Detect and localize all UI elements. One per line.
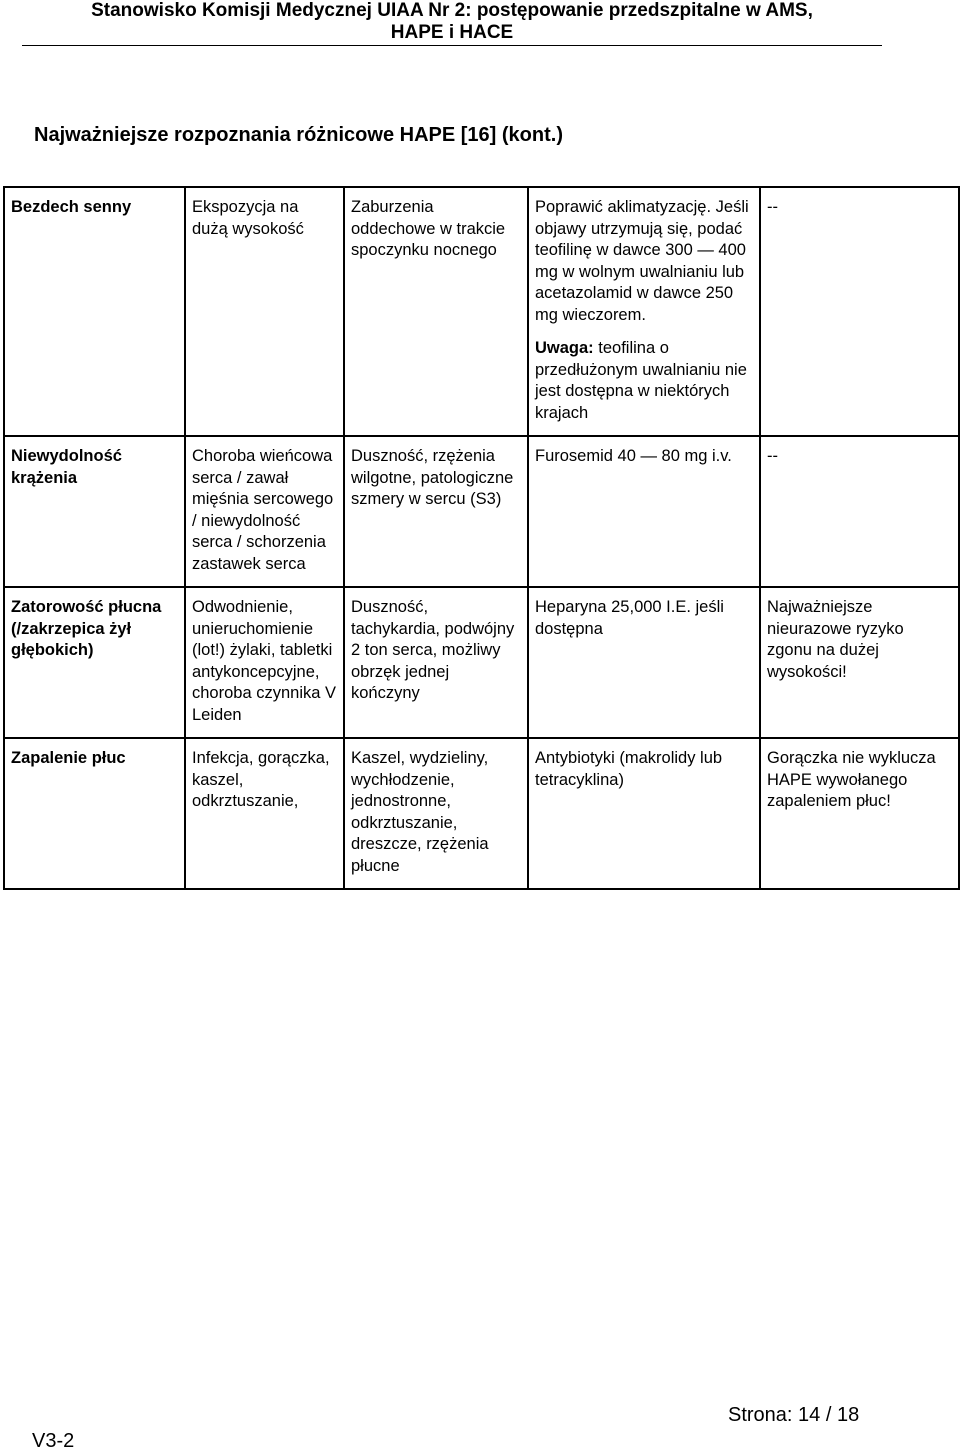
remarks-cell: Najważniejsze nieurazowe ryzyko zgonu na dużej wysokości!: [760, 587, 959, 738]
condition-cell: Zatorowość płucna (/zakrzepica żył głębokich): [4, 587, 185, 738]
header-title-line-2: HAPE i HACE: [390, 22, 514, 43]
symptoms-cell: Duszność, tachykardia, podwójny 2 ton serca, możliwy obrzęk jednej kończyny: [344, 587, 528, 738]
treatment-cell: Antybiotyki (makrolidy lub tetracyklina): [528, 738, 760, 889]
table-row: [4, 436, 959, 587]
remarks-cell: --: [760, 187, 959, 436]
table-row: [4, 587, 959, 738]
cause-cell: Ekspozycja na dużą wysokość: [185, 187, 344, 436]
differential-diagnosis-table: [3, 186, 960, 890]
symptoms-cell: Duszność, rzężenia wilgotne, patologiczne szmery w sercu (S3): [344, 436, 528, 587]
remarks-cell: --: [760, 436, 959, 587]
symptoms-cell: Kaszel, wydzieliny, wychłodzenie, jednostronne, odkrztuszanie, dreszcze, rzężenia płucne: [344, 738, 528, 889]
treatment-cell: [528, 187, 760, 436]
symptoms-cell: Zaburzenia oddechowe w trakcie spoczynku nocnego: [344, 187, 528, 436]
cause-cell: Infekcja, gorączka, kaszel, odkrztuszanie,: [185, 738, 344, 889]
document-version: V3-2: [32, 1430, 75, 1452]
treatment-cell: Furosemid 40 — 80 mg i.v.: [528, 436, 760, 587]
remarks-cell: Gorączka nie wyklucza HAPE wywołanego zapaleniem płuc!: [760, 738, 959, 889]
table-row: [4, 187, 959, 436]
condition-cell: Zapalenie płuc: [4, 738, 185, 889]
document-header: [22, 0, 882, 46]
treatment-note-label: Uwaga:: [535, 339, 594, 357]
cause-cell: Choroba wieńcowa serca / zawał mięśnia sercowego / niewydolność serca / schorzenia zastawek serca: [185, 436, 344, 587]
treatment-note: [535, 338, 753, 424]
cause-cell: Odwodnienie, unieruchomienie (lot!) żylaki, tabletki antykoncepcyjne, choroba czynnika V Leiden: [185, 587, 344, 738]
treatment-note-text: teofilina o przedłużonym uwalnianiu nie jest dostępna w niektórych krajach: [535, 339, 747, 422]
condition-cell: Niewydolność krążenia: [4, 436, 185, 587]
header-title-line-1: Stanowisko Komisji Medycznej UIAA Nr 2: postępowanie przedszpitalne w AMS,: [91, 0, 813, 21]
table-row: [4, 738, 959, 889]
treatment-text: Poprawić aklimatyzację. Jeśli objawy utrzymują się, podać teofilinę w dawce 300 — 400 mg w wolnym uwalnianiu lub acetazolamid w dawce 250 mg wieczorem.: [535, 198, 749, 324]
page-number: Strona: 14 / 18: [728, 1404, 860, 1426]
section-title: Najważniejsze rozpoznania różnicowe HAPE [16] (kont.): [34, 124, 563, 146]
treatment-cell: Heparyna 25,000 I.E. jeśli dostępna: [528, 587, 760, 738]
condition-cell: Bezdech senny: [4, 187, 185, 436]
